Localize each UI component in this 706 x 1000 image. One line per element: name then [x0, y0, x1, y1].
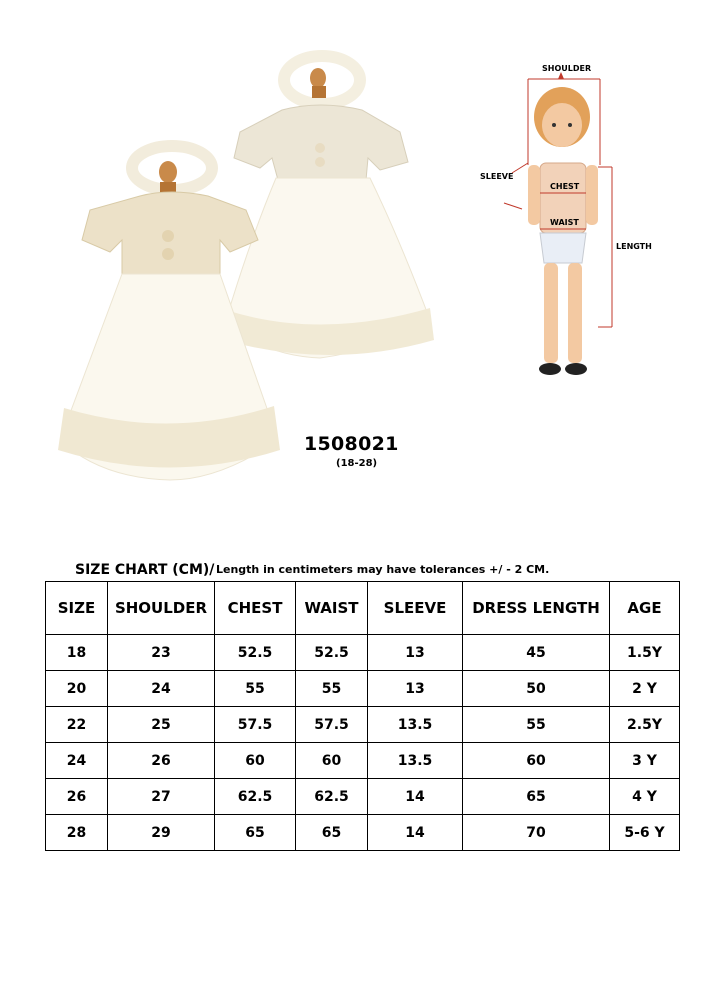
measurement-diagram [470, 55, 660, 395]
cell-sleeve: 14 [368, 779, 463, 815]
cell-shoulder: 26 [108, 743, 215, 779]
size-range: (18-28) [336, 458, 378, 469]
cell-waist: 60 [296, 743, 368, 779]
table-row [46, 671, 680, 707]
table-row [46, 779, 680, 815]
cell-dress-length: 60 [463, 743, 610, 779]
cell-waist: 57.5 [296, 707, 368, 743]
table-row [46, 743, 680, 779]
size-chart-note: Length in centimeters may have tolerances +/ - 2 CM. [216, 563, 550, 576]
cell-shoulder: 29 [108, 815, 215, 851]
size-chart-title: SIZE CHART (CM)/ [75, 562, 215, 578]
shoulder-label: SHOULDER [542, 64, 592, 73]
length-label: LENGTH [616, 242, 652, 251]
cell-waist: 55 [296, 671, 368, 707]
table-row [46, 635, 680, 671]
cell-size: 26 [46, 779, 108, 815]
cell-dress-length: 50 [463, 671, 610, 707]
cell-age: 4 Y [610, 779, 680, 815]
cell-age: 1.5Y [610, 635, 680, 671]
cell-chest: 52.5 [215, 635, 296, 671]
cell-chest: 65 [215, 815, 296, 851]
cell-shoulder: 24 [108, 671, 215, 707]
product-code: 1508021 [304, 433, 399, 455]
waist-label: WAIST [550, 218, 579, 227]
header-waist: WAIST [296, 582, 368, 635]
cell-size: 28 [46, 815, 108, 851]
cell-dress-length: 55 [463, 707, 610, 743]
cell-age: 3 Y [610, 743, 680, 779]
back-dress [224, 56, 434, 358]
cell-size: 18 [46, 635, 108, 671]
cell-shoulder: 25 [108, 707, 215, 743]
cell-shoulder: 23 [108, 635, 215, 671]
cell-sleeve: 13.5 [368, 707, 463, 743]
cell-dress-length: 45 [463, 635, 610, 671]
cell-waist: 62.5 [296, 779, 368, 815]
header-size: SIZE [46, 582, 108, 635]
cell-size: 22 [46, 707, 108, 743]
product-photo [50, 40, 450, 495]
table-row [46, 815, 680, 851]
table-header-row [46, 582, 680, 635]
header-shoulder: SHOULDER [108, 582, 215, 635]
cell-age: 2 Y [610, 671, 680, 707]
header-chest: CHEST [215, 582, 296, 635]
cell-sleeve: 13 [368, 635, 463, 671]
cell-sleeve: 14 [368, 815, 463, 851]
cell-age: 2.5Y [610, 707, 680, 743]
cell-age: 5-6 Y [610, 815, 680, 851]
cell-chest: 62.5 [215, 779, 296, 815]
header-dress-length: DRESS LENGTH [463, 582, 610, 635]
cell-chest: 55 [215, 671, 296, 707]
header-age: AGE [610, 582, 680, 635]
cell-dress-length: 70 [463, 815, 610, 851]
cell-chest: 60 [215, 743, 296, 779]
cell-size: 24 [46, 743, 108, 779]
size-chart-table [45, 581, 680, 851]
chest-label: CHEST [550, 182, 580, 191]
sleeve-label: SLEEVE [480, 172, 514, 181]
cell-waist: 65 [296, 815, 368, 851]
cell-chest: 57.5 [215, 707, 296, 743]
cell-waist: 52.5 [296, 635, 368, 671]
cell-shoulder: 27 [108, 779, 215, 815]
cell-dress-length: 65 [463, 779, 610, 815]
cell-sleeve: 13 [368, 671, 463, 707]
header-sleeve: SLEEVE [368, 582, 463, 635]
table-row [46, 707, 680, 743]
cell-size: 20 [46, 671, 108, 707]
cell-sleeve: 13.5 [368, 743, 463, 779]
